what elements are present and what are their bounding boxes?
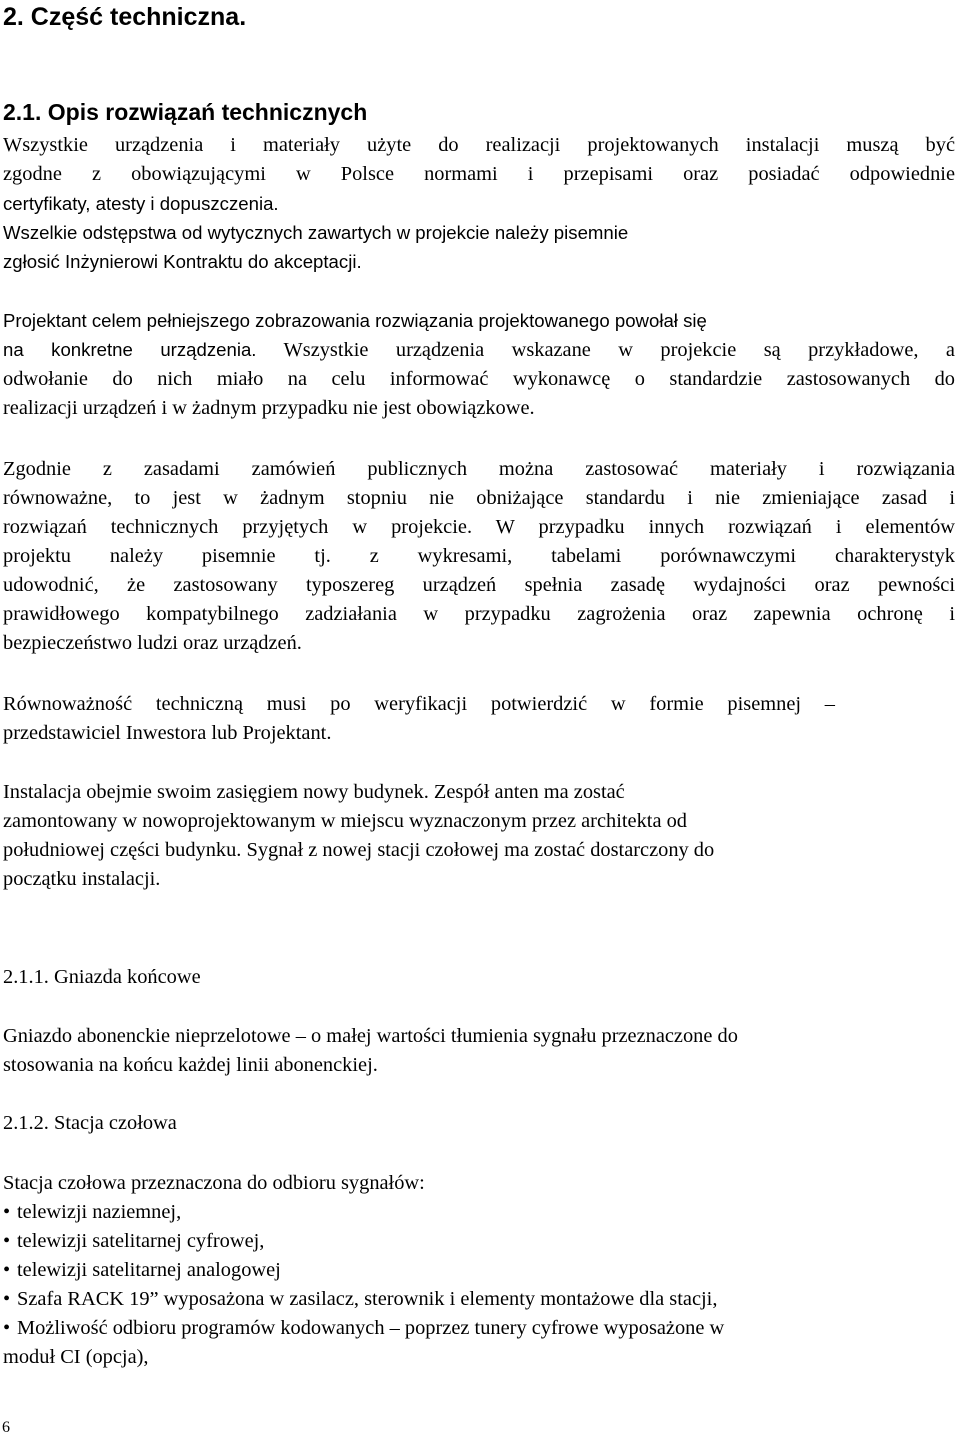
text-line: Równoważność techniczną musi po weryfikacji potwierdzić w formie pisemnej –: [3, 693, 835, 715]
text-line: certyfikaty, atesty i dopuszczenia.: [3, 193, 279, 214]
list-item-continuation: moduł CI (opcja),: [3, 1346, 149, 1368]
list-item: [3, 1314, 955, 1343]
list-item: [3, 1285, 955, 1314]
list-item-text: Szafa RACK 19” wyposażona w zasilacz, sterownik i elementy montażowe dla stacji,: [17, 1288, 718, 1310]
text-line: południowej części budynku. Sygnał z nowej stacji czołowej ma zostać dostarczony do: [3, 839, 715, 861]
text-line: Projektant celem pełniejszego zobrazowania rozwiązania projektowanego powołał się: [3, 310, 707, 331]
text-line: zgodne z obowiązującymi w Polsce normami i przepisami oraz posiadać odpowiednie: [3, 163, 955, 185]
instalacja-paragraph: [3, 778, 955, 894]
subsection-heading: 2.1. Opis rozwiązań technicznych: [3, 99, 368, 125]
bullet-icon: •: [3, 1201, 11, 1223]
text-fragment: na konkretne urządzenia.: [3, 339, 257, 360]
page-number: 6: [2, 1419, 10, 1436]
text-line: na konkretne urządzenia. Wszystkie urządzenia wskazane w projekcie są przykładowe, a: [3, 339, 955, 361]
bullet-icon: •: [3, 1288, 11, 1310]
list-item-text: telewizji naziemnej,: [17, 1201, 182, 1223]
text-line: Zgodnie z zasadami zamówień publicznych można zastosować materiały i rozwiązania: [3, 458, 955, 480]
text-line: Instalacja obejmie swoim zasięgiem nowy budynek. Zespół anten ma zostać: [3, 781, 625, 803]
list-item-text: telewizji satelitarnej cyfrowej,: [17, 1230, 265, 1252]
rownowaznosc-paragraph: [3, 690, 955, 748]
bullet-icon: •: [3, 1230, 11, 1252]
list-item: [3, 1198, 955, 1227]
list-item: [3, 1227, 955, 1256]
section-heading: 2. Część techniczna.: [3, 3, 247, 31]
bullet-icon: •: [3, 1259, 11, 1281]
list-item-text: telewizji satelitarnej analogowej: [17, 1259, 281, 1281]
text-line: zgłosić Inżynierowi Kontraktu do akceptacji.: [3, 251, 362, 272]
section-212-list: [3, 1169, 955, 1372]
text-line: realizacji urządzeń i w żadnym przypadku nie jest obowiązkowe.: [3, 397, 535, 419]
text-line: bezpieczeństwo ludzi oraz urządzeń.: [3, 632, 302, 654]
text-line: przedstawiciel Inwestora lub Projektant.: [3, 722, 332, 744]
text-line: udowodnić, że zastosowany typoszereg urządzeń spełnia zasadę wydajności oraz pewności: [3, 574, 955, 596]
text-line: rozwiązań technicznych przyjętych w projekcie. W przypadku innych rozwiązań i elementów: [3, 516, 955, 538]
projektant-paragraph: [3, 306, 955, 423]
text-line: projektu należy pisemnie tj. z wykresami, tabelami porównawczymi charakterystyk: [3, 545, 955, 567]
list-item: [3, 1256, 955, 1285]
list-item-text: Możliwość odbioru programów kodowanych – poprzez tunery cyfrowe wyposażone w: [17, 1317, 725, 1339]
text-line: stosowania na końcu każdej linii abonenckiej.: [3, 1054, 378, 1076]
section-211-title: 2.1.1. Gniazda końcowe: [3, 966, 201, 988]
text-line: odwołanie do nich miało na celu informować wykonawcę o standardzie zastosowanych do: [3, 368, 955, 390]
text-line: równoważne, to jest w żadnym stopniu nie obniżające standardu i nie zmieniające zasad i: [3, 487, 955, 509]
bullet-icon: •: [3, 1317, 11, 1339]
text-line: początku instalacji.: [3, 868, 161, 890]
text-line: Wszelkie odstępstwa od wytycznych zawartych w projekcie należy pisemnie: [3, 222, 629, 243]
list-intro: Stacja czołowa przeznaczona do odbioru sygnałów:: [3, 1172, 425, 1194]
text-line: Gniazdo abonenckie nieprzelotowe – o małej wartości tłumienia sygnału przeznaczone do: [3, 1025, 738, 1047]
text-line: prawidłowego kompatybilnego zadziałania w przypadku zagrożenia oraz zapewnia ochronę i: [3, 603, 955, 625]
section-212-title: 2.1.2. Stacja czołowa: [3, 1112, 177, 1134]
zgodnie-paragraph: [3, 455, 955, 658]
intro-paragraph: [3, 131, 955, 276]
section-211-paragraph: [3, 1022, 955, 1080]
text-line: zamontowany w nowoprojektowanym w miejscu wyznaczonym przez architekta od: [3, 810, 687, 832]
text-line: Wszystkie urządzenia i materiały użyte do realizacji projektowanych instalacji muszą być: [3, 134, 955, 156]
